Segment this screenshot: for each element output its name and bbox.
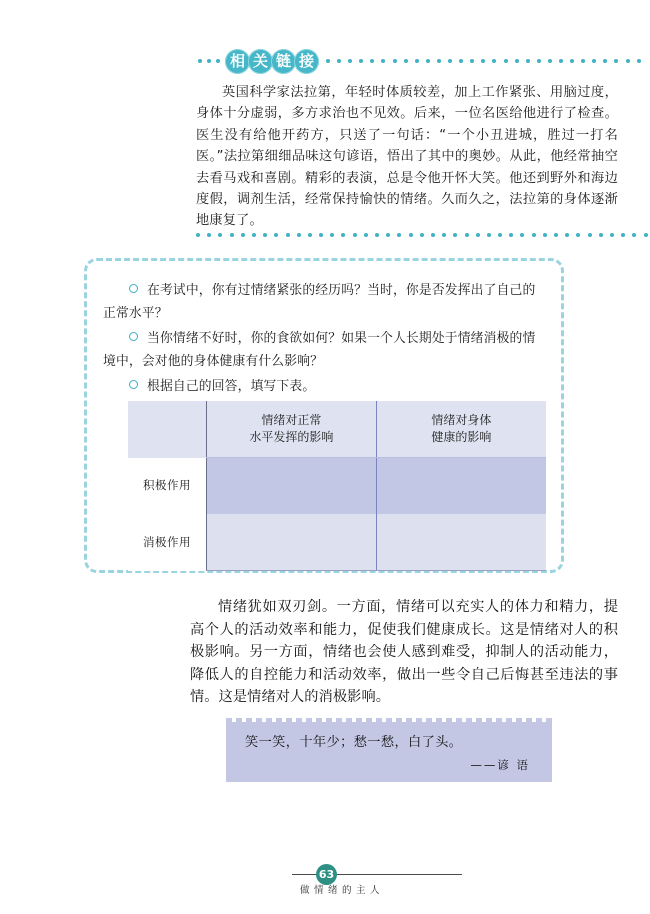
main-paragraph: 情绪犹如双刃剑。一方面，情绪可以充实人的体力和精力，提高个人的活动效率和能力，促使我们健康成长。这是情绪对人的积极影响。另一方面，情绪也会使人感到难受，抑制人的活动能力，降低人的自控能力和活动效率，做出一些令自己后悔甚至违法的事情。这是情绪对人的消极影响。: [190, 599, 618, 706]
badge-char-3: 链: [271, 49, 296, 74]
table-cell-positive-col2[interactable]: [376, 458, 546, 515]
table-header-col1-line2: 水平发挥的影响: [249, 430, 334, 444]
table-header-col1-line1: 情绪对正常: [261, 413, 322, 427]
question-text: 在考试中，你有过情绪紧张的经历吗？当时，你是否发挥出了自己的正常水平？: [103, 283, 536, 321]
table-header-col2-line1: 情绪对身体: [431, 413, 492, 427]
related-link-badge: [224, 48, 320, 74]
leading-dots-decoration: [198, 59, 220, 63]
footer-chapter-title: 做情绪的主人: [300, 885, 385, 896]
table-header-col1: [207, 401, 377, 458]
question-text: 根据自己的回答，填写下表。: [147, 379, 316, 394]
badge-char-4: 接: [294, 49, 319, 74]
list-item: [103, 327, 543, 372]
effects-table: [128, 401, 546, 571]
table-corner-cell: [128, 401, 207, 458]
trailing-dots-decoration: [326, 59, 641, 63]
badge-char-1: 相: [225, 49, 250, 74]
related-link-header: [198, 44, 650, 78]
activity-box: [84, 258, 564, 573]
quote-text: 笑一笑，十年少；愁一愁，白了头。: [245, 735, 463, 750]
circle-bullet-icon: [129, 332, 138, 341]
list-item: [103, 279, 543, 324]
question-list: [103, 279, 543, 401]
table-cell-positive-col1[interactable]: [207, 458, 377, 515]
table-header-col2: [376, 401, 546, 458]
list-item: [103, 375, 543, 398]
table-cell-negative-col1[interactable]: [207, 514, 377, 571]
proverb-quote-box: [226, 722, 552, 782]
badge-char-2: 关: [248, 49, 273, 74]
table-row-label-negative: 消极作用: [128, 514, 207, 571]
related-link-body-text: 英国科学家法拉第，年轻时体质较差，加上工作紧张、用脑过度，身体十分虚弱，多方求治也不见效。后来，一位名医给他进行了检查。医生没有给他开药方，只送了一句话：“一个小丑进城，胜过一打名医。”法拉第细细品味这句谚语，悟出了其中的奥妙。从此，他经常抽空去看马戏和喜剧。精彩的表演，总是令他开怀大笑。他还到野外和海边度假，调剂生活，经常保持愉快的情绪。久而久之，法拉第的身体逐渐地康复了。: [196, 85, 618, 229]
table-header-col2-line2: 健康的影响: [431, 430, 492, 444]
table-row: [128, 514, 546, 571]
dotted-rule-separator: [196, 232, 616, 237]
question-text: 当你情绪不好时，你的食欲如何？如果一个人长期处于情绪消极的情境中，会对他的身体健康有什么影响？: [103, 331, 536, 369]
page-number-badge: 63: [316, 864, 337, 885]
table-row: [128, 458, 546, 515]
table-row-label-positive: 积极作用: [128, 458, 207, 515]
quote-box-notch-decoration: [226, 718, 552, 722]
circle-bullet-icon: [129, 284, 138, 293]
related-link-section: [0, 44, 650, 232]
table-cell-negative-col2[interactable]: [376, 514, 546, 571]
table-header-row: [128, 401, 546, 458]
page-footer: [0, 862, 650, 902]
quote-attribution: ——谚 语: [470, 758, 530, 772]
circle-bullet-icon: [129, 380, 138, 389]
